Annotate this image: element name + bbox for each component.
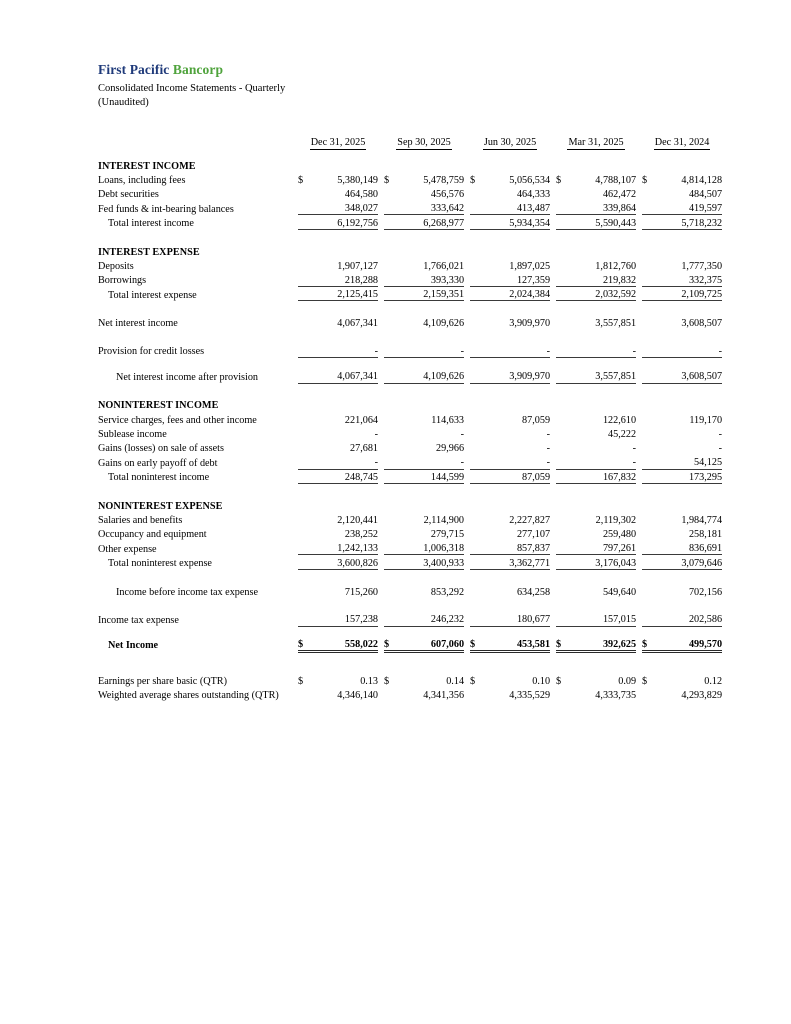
row-value: 2,120,441 <box>337 515 379 526</box>
table-row <box>98 411 722 425</box>
row-value: 3,608,507 <box>656 369 722 383</box>
row-value: 1,777,350 <box>681 260 723 272</box>
row-label: Earnings per share basic (QTR) <box>98 675 227 687</box>
row-value: 2,032,592 <box>570 287 636 301</box>
row-value: 144,599 <box>398 469 464 483</box>
row-value: 464,580 <box>344 189 379 201</box>
table-header-row <box>98 136 722 150</box>
document-subtitle-line1: Consolidated Income Statements - Quarterly <box>98 83 286 94</box>
row-value: 1,006,318 <box>398 541 464 555</box>
section-title-row <box>98 157 722 171</box>
table-row <box>98 343 722 357</box>
table-row <box>98 172 722 186</box>
row-value: 4,788,107 <box>595 174 637 186</box>
row-value: 857,837 <box>484 541 550 555</box>
row-label: Weighted average shares outstanding (QTR) <box>98 690 279 702</box>
row-value: 173,295 <box>656 469 722 483</box>
row-label: Income tax expense <box>98 614 179 626</box>
row-value: 464,333 <box>516 189 551 201</box>
row-value: - <box>656 343 722 357</box>
row-label: Fed funds & int-bearing balances <box>98 203 234 215</box>
row-value: 1,907,127 <box>337 260 379 272</box>
row-value: 5,590,443 <box>570 215 636 229</box>
row-label: Deposits <box>98 260 134 272</box>
document-subtitle-line2: (Unaudited) <box>98 96 149 108</box>
row-value: 219,832 <box>570 272 636 286</box>
row-value: 1,984,774 <box>681 515 723 526</box>
row-value: 54,125 <box>656 455 722 469</box>
row-label: Debt securities <box>98 189 159 201</box>
row-value: 6,268,977 <box>398 215 464 229</box>
row-value: 3,557,851 <box>595 318 637 330</box>
row-label: Total noninterest expense <box>108 558 212 570</box>
row-value: 4,333,735 <box>595 690 637 702</box>
row-value: 3,557,851 <box>570 369 636 383</box>
row-value: 456,576 <box>430 189 465 201</box>
row-value: 392,625 <box>570 637 636 651</box>
row-value: - <box>546 443 551 455</box>
row-value: 27,681 <box>350 443 379 455</box>
row-value: 0.12 <box>704 675 723 687</box>
row-value: 1,812,760 <box>595 260 637 272</box>
row-value: - <box>398 343 464 357</box>
row-value: 29,966 <box>436 443 465 455</box>
section-title-row <box>98 497 722 511</box>
row-value: 2,125,415 <box>312 287 378 301</box>
row-value: 3,600,826 <box>312 555 378 569</box>
row-value: 5,934,354 <box>484 215 550 229</box>
row-value: 333,642 <box>398 201 464 215</box>
table-row <box>98 272 722 286</box>
row-value: 836,691 <box>656 541 722 555</box>
row-label: Total interest expense <box>108 289 197 301</box>
row-value: 167,832 <box>570 469 636 483</box>
row-value: - <box>632 443 637 455</box>
row-value: 419,597 <box>656 201 722 215</box>
row-value: 499,570 <box>656 637 722 651</box>
row-value: - <box>484 455 550 469</box>
table-total-row <box>98 287 722 301</box>
row-value: - <box>718 443 723 455</box>
row-value: 45,222 <box>608 429 637 441</box>
table-row <box>98 612 722 626</box>
document-header <box>98 62 548 109</box>
row-value: 393,330 <box>398 272 464 286</box>
row-value: 607,060 <box>398 637 464 651</box>
table-row <box>98 186 722 200</box>
row-value: 4,067,341 <box>312 369 378 383</box>
row-value: 339,864 <box>570 201 636 215</box>
currency-symbol: $ <box>642 675 648 687</box>
section-title-noninterest-income: NONINTEREST INCOME <box>98 400 219 412</box>
row-value: 634,258 <box>516 586 551 598</box>
row-label: Income before income tax expense <box>116 586 258 598</box>
table-total-row <box>98 369 722 383</box>
section-title-interest-income: INTEREST INCOME <box>98 160 196 172</box>
column-header-3: Mar 31, 2025 <box>556 136 636 150</box>
row-value: 3,909,970 <box>509 318 551 330</box>
column-header-0: Dec 31, 2025 <box>298 136 378 150</box>
row-value: 4,346,140 <box>337 690 379 702</box>
column-header-4: Dec 31, 2024 <box>642 136 722 150</box>
row-value: 157,015 <box>570 612 636 626</box>
table-row <box>98 673 722 687</box>
row-label: Net Income <box>108 640 159 652</box>
row-value: 484,507 <box>688 189 723 201</box>
table-total-row <box>98 215 722 229</box>
table-row <box>98 426 722 440</box>
section-title-row <box>98 397 722 411</box>
row-label: Salaries and benefits <box>98 515 183 526</box>
table-row <box>98 258 722 272</box>
row-value: 3,362,771 <box>484 555 550 569</box>
currency-symbol: $ <box>384 675 390 687</box>
row-value: 0.13 <box>360 675 379 687</box>
row-value: 2,109,725 <box>656 287 722 301</box>
row-value: 332,375 <box>656 272 722 286</box>
section-title-row <box>98 243 722 257</box>
row-value: 4,335,529 <box>509 690 551 702</box>
currency-symbol: $ <box>384 174 390 186</box>
row-value: 3,079,646 <box>656 555 722 569</box>
table-total-row <box>98 469 722 483</box>
row-value: 4,293,829 <box>681 690 723 702</box>
row-value: 248,745 <box>312 469 378 483</box>
row-value: 127,359 <box>484 272 550 286</box>
currency-symbol: $ <box>642 637 656 651</box>
row-value: 221,064 <box>344 414 379 426</box>
row-value: 2,119,302 <box>595 515 637 526</box>
row-value: 157,238 <box>312 612 378 626</box>
row-value: - <box>570 455 636 469</box>
row-value: 549,640 <box>602 586 637 598</box>
row-value: 4,341,356 <box>423 690 465 702</box>
row-value: 122,610 <box>602 414 637 426</box>
row-value: - <box>484 343 550 357</box>
row-value: 202,586 <box>656 612 722 626</box>
row-value: 5,380,149 <box>337 174 379 186</box>
row-label: Occupancy and equipment <box>98 529 207 541</box>
currency-symbol: $ <box>642 174 648 186</box>
currency-symbol: $ <box>556 637 570 651</box>
row-value: 119,170 <box>689 414 723 426</box>
table-row <box>98 687 722 701</box>
row-value: 3,176,043 <box>570 555 636 569</box>
row-value: 715,260 <box>344 586 379 598</box>
row-value: 259,480 <box>602 529 637 541</box>
row-value: 462,472 <box>602 189 637 201</box>
row-value: 702,156 <box>688 586 723 598</box>
row-label: Provision for credit losses <box>98 346 205 358</box>
currency-symbol: $ <box>298 675 304 687</box>
row-value: 3,909,970 <box>484 369 550 383</box>
row-value: 2,024,384 <box>484 287 550 301</box>
row-value: 6,192,756 <box>312 215 378 229</box>
row-value: 5,478,759 <box>423 174 465 186</box>
row-value: 0.09 <box>618 675 637 687</box>
column-header-2: Jun 30, 2025 <box>470 136 550 150</box>
section-title-noninterest-expense: NONINTEREST EXPENSE <box>98 500 223 512</box>
row-value: 2,114,900 <box>423 515 465 526</box>
section-title-interest-expense: INTEREST EXPENSE <box>98 246 200 258</box>
row-value: 114,633 <box>431 414 465 426</box>
currency-symbol: $ <box>470 675 476 687</box>
currency-symbol: $ <box>556 675 562 687</box>
row-value: - <box>570 343 636 357</box>
table-row <box>98 583 722 597</box>
row-value: - <box>460 429 465 441</box>
row-value: 1,242,133 <box>312 541 378 555</box>
row-value: - <box>398 455 464 469</box>
row-value: 4,109,626 <box>423 318 465 330</box>
row-value: 1,766,021 <box>423 260 465 272</box>
currency-symbol: $ <box>298 637 312 651</box>
row-value: 246,232 <box>398 612 464 626</box>
row-label: Other expense <box>98 543 157 555</box>
currency-symbol: $ <box>298 174 304 186</box>
currency-symbol: $ <box>384 637 398 651</box>
table-row <box>98 541 722 555</box>
row-value: 87,059 <box>484 469 550 483</box>
row-value: 279,715 <box>430 529 465 541</box>
currency-symbol: $ <box>556 174 562 186</box>
row-label: Sublease income <box>98 429 167 441</box>
table-row <box>98 440 722 454</box>
row-value: - <box>718 429 723 441</box>
column-header-1: Sep 30, 2025 <box>384 136 464 150</box>
row-value: 413,487 <box>484 201 550 215</box>
row-value: - <box>374 429 379 441</box>
row-value: 2,227,827 <box>509 515 551 526</box>
table-row <box>98 201 722 215</box>
row-value: 218,288 <box>312 272 378 286</box>
row-label: Total interest income <box>108 218 194 230</box>
row-label: Gains (losses) on sale of assets <box>98 443 224 455</box>
table-row <box>98 315 722 329</box>
table-row <box>98 455 722 469</box>
row-value: 3,400,933 <box>398 555 464 569</box>
row-value: 4,067,341 <box>337 318 379 330</box>
row-value: 277,107 <box>516 529 551 541</box>
row-label: Service charges, fees and other income <box>98 414 257 426</box>
row-value: 0.10 <box>532 675 551 687</box>
row-label: Total noninterest income <box>108 472 210 484</box>
income-statement-table <box>98 136 722 701</box>
row-value: 558,022 <box>312 637 378 651</box>
row-value: 797,261 <box>570 541 636 555</box>
logo-text-primary: First Pacific <box>98 62 170 77</box>
row-value: 5,056,534 <box>509 174 551 186</box>
row-value: 180,677 <box>484 612 550 626</box>
row-label: Net interest income after provision <box>116 371 259 383</box>
row-value: 3,608,507 <box>681 318 723 330</box>
row-label: Net interest income <box>98 318 178 330</box>
row-value: 4,109,626 <box>398 369 464 383</box>
table-row <box>98 526 722 540</box>
logo-text-secondary: Bancorp <box>172 62 224 77</box>
row-value: 1,897,025 <box>509 260 551 272</box>
table-row <box>98 512 722 526</box>
row-value: 348,027 <box>312 201 378 215</box>
currency-symbol: $ <box>470 637 484 651</box>
currency-symbol: $ <box>470 174 476 186</box>
row-label: Loans, including fees <box>98 174 186 186</box>
table-total-row <box>98 555 722 569</box>
row-value: - <box>312 343 378 357</box>
row-value: 0.14 <box>446 675 465 687</box>
row-value: 238,252 <box>344 529 379 541</box>
row-value: 87,059 <box>522 414 551 426</box>
net-income-row <box>98 637 722 651</box>
row-label: Gains on early payoff of debt <box>98 457 218 469</box>
row-value: 453,581 <box>484 637 550 651</box>
row-value: 2,159,351 <box>398 287 464 301</box>
row-value: 5,718,232 <box>656 215 722 229</box>
row-value: 853,292 <box>430 586 465 598</box>
row-value: 4,814,128 <box>681 174 723 186</box>
row-value: - <box>312 455 378 469</box>
row-value: - <box>546 429 551 441</box>
row-label: Borrowings <box>98 275 147 287</box>
company-logo <box>98 62 548 78</box>
row-value: 258,181 <box>688 529 723 541</box>
